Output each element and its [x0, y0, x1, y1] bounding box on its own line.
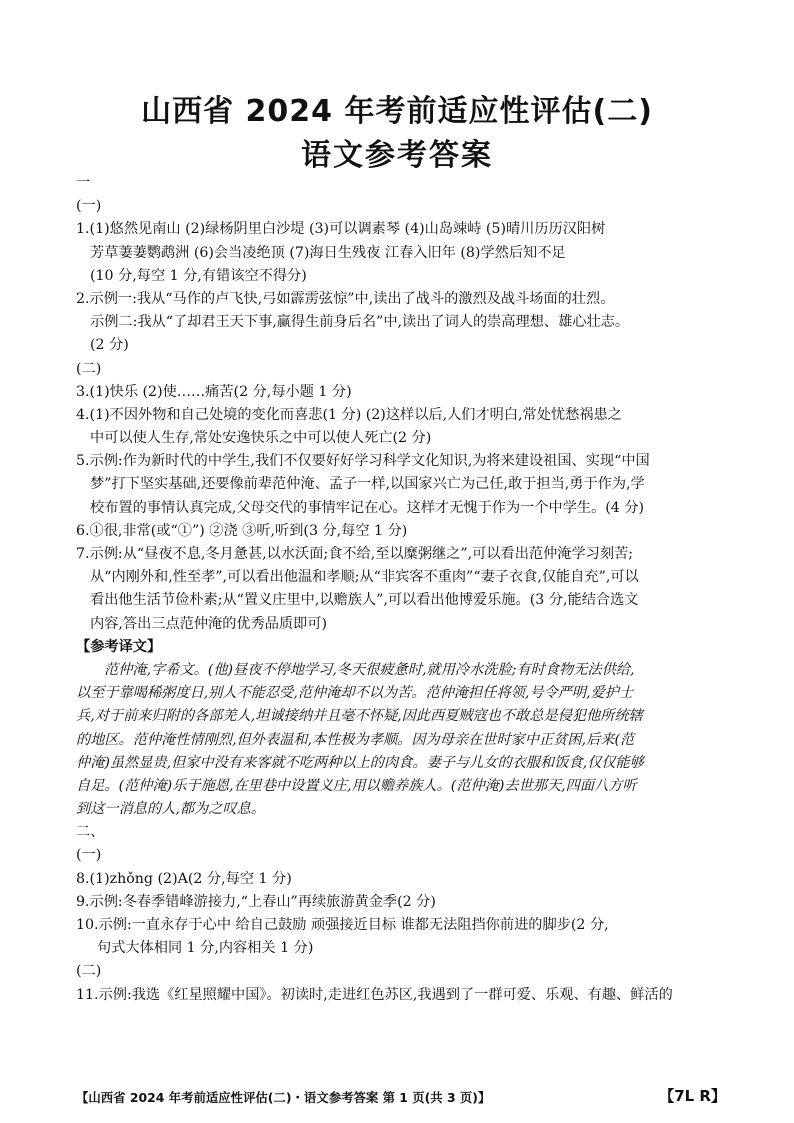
translation-line: 的地区。范仲淹性情刚烈,但外表温和,本性极为孝顺。因为母亲在世时家中正贫困,后来(范 — [76, 731, 635, 748]
answer-10: 10.示例:一直永存于心中 给自己鼓励 顽强接近目标 谁都无法阻挡你前进的脚步(2 分, — [76, 917, 609, 933]
answer-key-title: 语文参考答案 — [301, 138, 493, 173]
answer-6: 6.①很,非常(或“①”) ②浇 ③听,听到(3 分,每空 1 分) — [76, 522, 408, 539]
answer-content — [76, 172, 722, 1007]
footer-code: 【7L R】 — [659, 1087, 726, 1105]
translation-line: 范仲淹,字希文。(他)昼夜不停地学习,冬天很疲惫时,就用冷水洗脸;有时食物无法供给, — [104, 661, 635, 678]
section-heading: 一 — [76, 175, 91, 191]
subsection-heading: (二) — [76, 963, 102, 980]
footer-info: 【山西省 2024 年考前适应性评估(二)・语文参考答案 第 1 页(共 3 页)】 — [76, 1090, 491, 1105]
answer-10-cont: 句式大体相同 1 分,内容相关 1 分) — [97, 940, 314, 957]
answer-5-cont: 梦”打下坚实基础,还要像前辈范仲淹、孟子一样,以国家兴亡为己任,敢于担当,勇于作为,学 — [90, 476, 645, 493]
translation-line: 到这一消息的人,都为之叹息。 — [76, 801, 265, 818]
answer-7: 7.示例:从“昼夜不息,冬月惫甚,以水沃面;食不给,至以糜粥继之”,可以看出范仲淹学习刻苦; — [76, 546, 633, 562]
answer-9: 9.示例:冬春季错峰游接力,“上春山”再续旅游黄金季(2 分) — [76, 893, 436, 910]
translation-heading: 【参考译文】 — [76, 638, 162, 655]
answer-1-cont: 芳草萋萋鹦鹉洲 (6)会当凌绝顶 (7)海日生残夜 江春入旧年 (8)学然后知不足 — [90, 244, 566, 261]
answer-11: 11.示例:我选《红星照耀中国》。初读时,走进红色苏区,我遇到了一群可爱、乐观、有趣、鲜活的 — [76, 986, 673, 1003]
translation-line: 兵,对于前来归附的各部羌人,坦诚接纳并且毫不怀疑,因此西夏贼寇也不敢总是侵犯他所统辖 — [76, 708, 643, 725]
answer-7-cont: 从“内刚外和,性至孝”,可以看出他温和孝顺;从“非宾客不重肉”“妻子衣食,仅能自充”,可以 — [90, 569, 639, 586]
answer-1-score: (10 分,每空 1 分,有错该空不得分) — [90, 267, 307, 284]
translation-line: 以至于靠喝稀粥度日,别人不能忍受,范仲淹却不以为苦。范仲淹担任将领,号令严明,爱护士 — [76, 685, 634, 702]
answer-2-example-2: 示例二:我从“了却君王天下事,赢得生前身后名”中,读出了词人的崇高理想、雄心壮志。 — [90, 314, 630, 331]
answer-7-cont: 内容,答出三点范仲淹的优秀品质即可) — [90, 615, 328, 632]
translation-line: 仲淹)虽然显贵,但家中没有来客就不吃两种以上的肉食。妻子与儿女的衣服和饭食,仅仅能够 — [76, 754, 644, 771]
subsection-heading: (一) — [76, 198, 102, 215]
answer-2-example-1: 2.示例一:我从“马作的卢飞快,弓如霹雳弦惊”中,读出了战斗的激烈及战斗场面的壮烈。 — [76, 290, 615, 307]
answer-2-score: (2 分) — [90, 337, 129, 354]
answer-8: 8.(1)zhǒng (2)A(2 分,每空 1 分) — [76, 870, 292, 887]
answer-4: 4.(1)不因外物和自己处境的变化而喜悲(1 分) (2)这样以后,人们才明白,常处忧愁祸患之 — [76, 406, 622, 423]
page-footer — [76, 1085, 726, 1107]
translation-line: 自足。(范仲淹)乐于施恩,在里巷中设置义庄,用以赡养族人。(范仲淹)去世那天,四面八方听 — [76, 777, 637, 794]
exam-title: 山西省 2024 年考前适应性评估(二) — [141, 94, 653, 129]
answer-1: 1.(1)悠然见南山 (2)绿杨阴里白沙堤 (3)可以调素琴 (4)山岛竦峙 (5)晴川历历汉阳树 — [76, 221, 606, 238]
subsection-heading: (一) — [76, 847, 102, 864]
section-heading: 二、 — [76, 824, 105, 841]
answer-5-cont: 校布置的事情认真完成,父母交代的事情牢记在心。这样才无愧于作为一个中学生。(4 分) — [90, 499, 645, 516]
translation-text — [76, 659, 722, 821]
answer-5: 5.示例:作为新时代的中学生,我们不仅要好好学习科学文化知识,为将来建设祖国、实现“中国 — [76, 453, 650, 470]
subsection-heading: (二) — [76, 360, 102, 377]
answer-7-cont: 看出他生活节俭朴素;从“置义庄里中,以赡族人”,可以看出他博爱乐施。(3 分,能结合选文 — [90, 592, 639, 609]
answer-3: 3.(1)快乐 (2)使……痛苦(2 分,每小题 1 分) — [76, 383, 352, 400]
answer-4-cont: 中可以使人生存,常处安逸快乐之中可以使人死亡(2 分) — [90, 430, 432, 447]
